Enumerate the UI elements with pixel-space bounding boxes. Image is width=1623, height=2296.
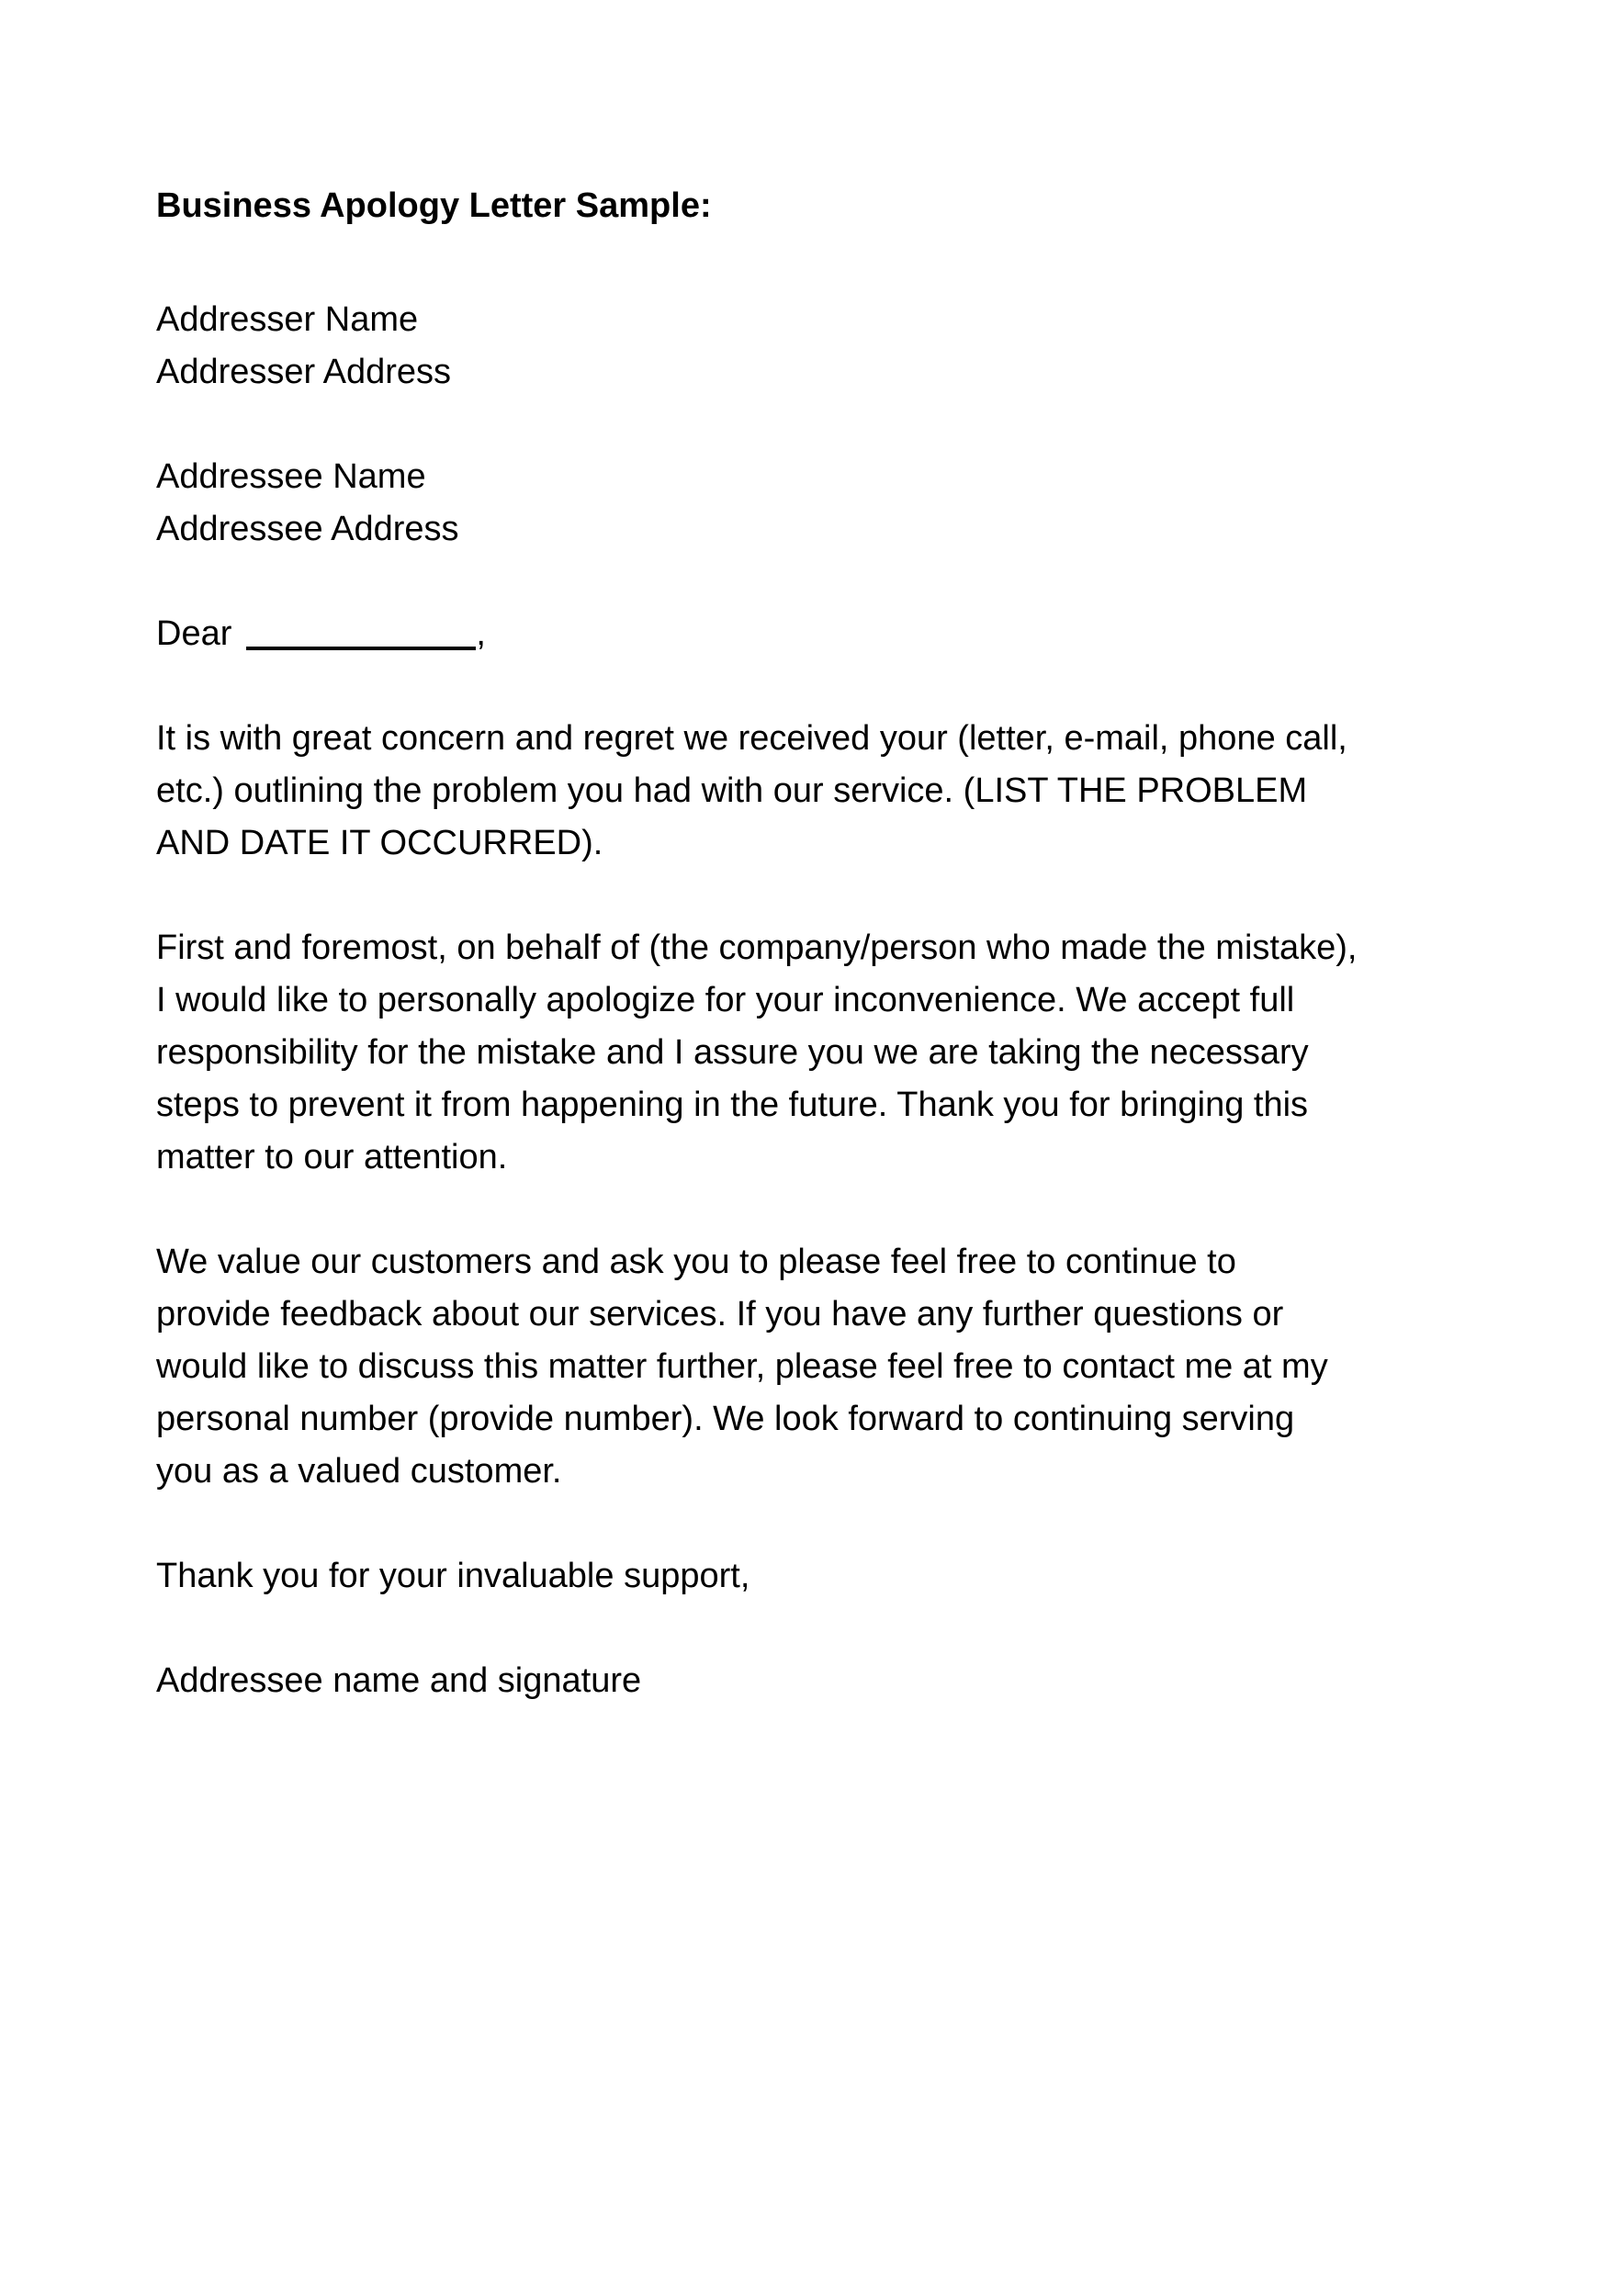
paragraph-line: would like to discuss this matter further, please feel free to contact me at my [156,1347,1328,1386]
addresser-name-line: Addresser Name [156,300,419,339]
body-paragraph-1 [156,713,1504,870]
salutation-line [156,608,1504,660]
paragraph-line: responsibility for the mistake and I assure you we are taking the necessary [156,1033,1309,1072]
salutation-prefix: Dear [156,614,232,653]
addressee-name-line: Addressee Name [156,457,426,496]
body-paragraph-2 [156,922,1504,1184]
addresser-block [156,294,1504,399]
document-title: Business Apology Letter Sample: [156,186,712,225]
paragraph-line: It is with great concern and regret we received your (letter, e-mail, phone call, [156,719,1347,758]
paragraph-line: First and foremost, on behalf of (the company/person who made the mistake), [156,929,1358,967]
paragraph-line: provide feedback about our services. If you have any further questions or [156,1295,1284,1334]
addressee-block [156,451,1504,556]
closing-line: Thank you for your invaluable support, [156,1557,750,1595]
paragraph-line: steps to prevent it from happening in the future. Thank you for bringing this [156,1086,1309,1124]
paragraph-line: I would like to personally apologize for your inconvenience. We accept full [156,981,1295,1019]
paragraph-line: We value our customers and ask you to please feel free to continue to [156,1243,1236,1281]
addressee-address-line: Addressee Address [156,510,459,548]
paragraph-line: matter to our attention. [156,1138,508,1176]
paragraph-line: personal number (provide number). We look forward to continuing serving [156,1400,1295,1438]
addresser-address-line: Addresser Address [156,353,452,391]
body-paragraph-3 [156,1236,1504,1498]
paragraph-line: you as a valued customer. [156,1452,562,1491]
paragraph-line: AND DATE IT OCCURRED). [156,824,603,862]
signature-line: Addressee name and signature [156,1661,642,1700]
salutation-blank-underline [246,636,476,650]
paragraph-line: etc.) outlining the problem you had with our service. (LIST THE PROBLEM [156,771,1308,810]
salutation-comma: , [476,614,486,653]
